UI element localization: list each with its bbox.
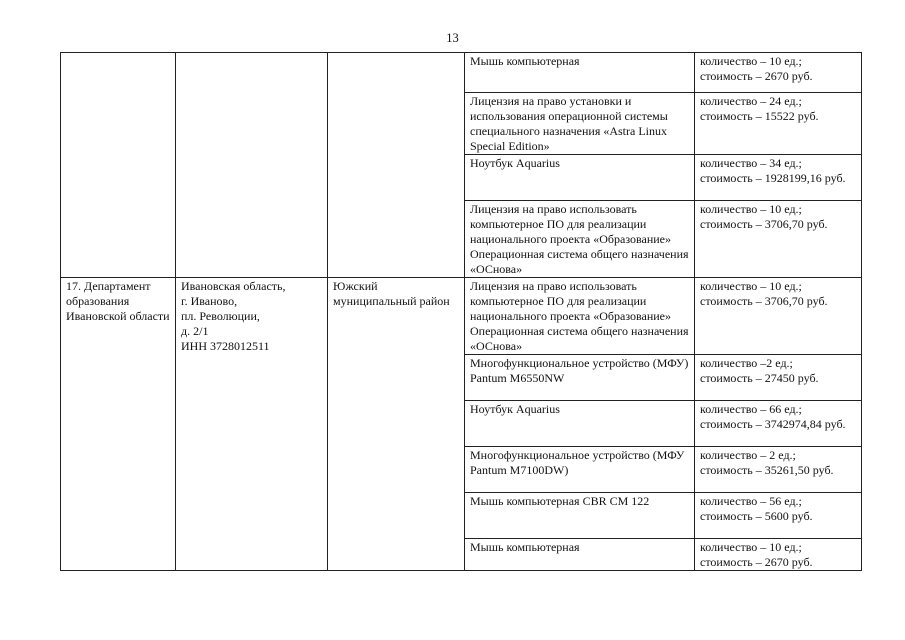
item-details-cell: количество – 10 ед.; стоимость – 3706,70 руб. [695,278,862,355]
organization-cell [61,53,176,278]
address-cell [176,53,328,278]
item-details-cell: количество – 34 ед.; стоимость – 1928199,16 руб. [695,155,862,201]
item-name-cell: Мышь компьютерная [465,539,695,571]
page-number: 13 [446,31,459,45]
item-details-cell: количество – 56 ед.; стоимость – 5600 руб. [695,493,862,539]
item-details-cell: количество – 24 ед.; стоимость – 15522 руб. [695,93,862,155]
item-name-cell: Многофункциональное устройство (МФУ) Pantum M6550NW [465,355,695,401]
item-name-cell: Многофункциональное устройство (МФУ Pantum M7100DW) [465,447,695,493]
item-name-cell: Ноутбук Aquarius [465,401,695,447]
item-name-cell: Лицензия на право использовать компьютерное ПО для реализации национального проекта «Образование» Операционная система общего назначения «ОСнова» [465,201,695,278]
organization-cell: 17. Департамент образования Ивановской области [61,278,176,571]
item-name-cell: Лицензия на право использовать компьютерное ПО для реализации национального проекта «Образование» Операционная система общего назначения «ОСнова» [465,278,695,355]
item-name-cell: Мышь компьютерная [465,53,695,93]
item-details-cell: количество – 10 ед.; стоимость – 2670 руб. [695,53,862,93]
district-cell [328,53,465,278]
item-details-cell: количество – 10 ед.; стоимость – 3706,70 руб. [695,201,862,278]
item-details-cell: количество – 66 ед.; стоимость – 3742974,84 руб. [695,401,862,447]
equipment-table [60,52,862,571]
table-row [61,53,862,93]
address-cell: Ивановская область, г. Иваново, пл. Революции, д. 2/1 ИНН 3728012511 [176,278,328,571]
district-cell: Южский муниципальный район [328,278,465,571]
item-name-cell: Ноутбук Aquarius [465,155,695,201]
item-details-cell: количество – 2 ед.; стоимость – 35261,50 руб. [695,447,862,493]
item-name-cell: Лицензия на право установки и использования операционной системы специального назначения «Astra Linux Special Edition» [465,93,695,155]
item-name-cell: Мышь компьютерная CBR CM 122 [465,493,695,539]
table-row [61,278,862,355]
item-details-cell: количество –2 ед.; стоимость – 27450 руб. [695,355,862,401]
item-details-cell: количество – 10 ед.; стоимость – 2670 руб. [695,539,862,571]
